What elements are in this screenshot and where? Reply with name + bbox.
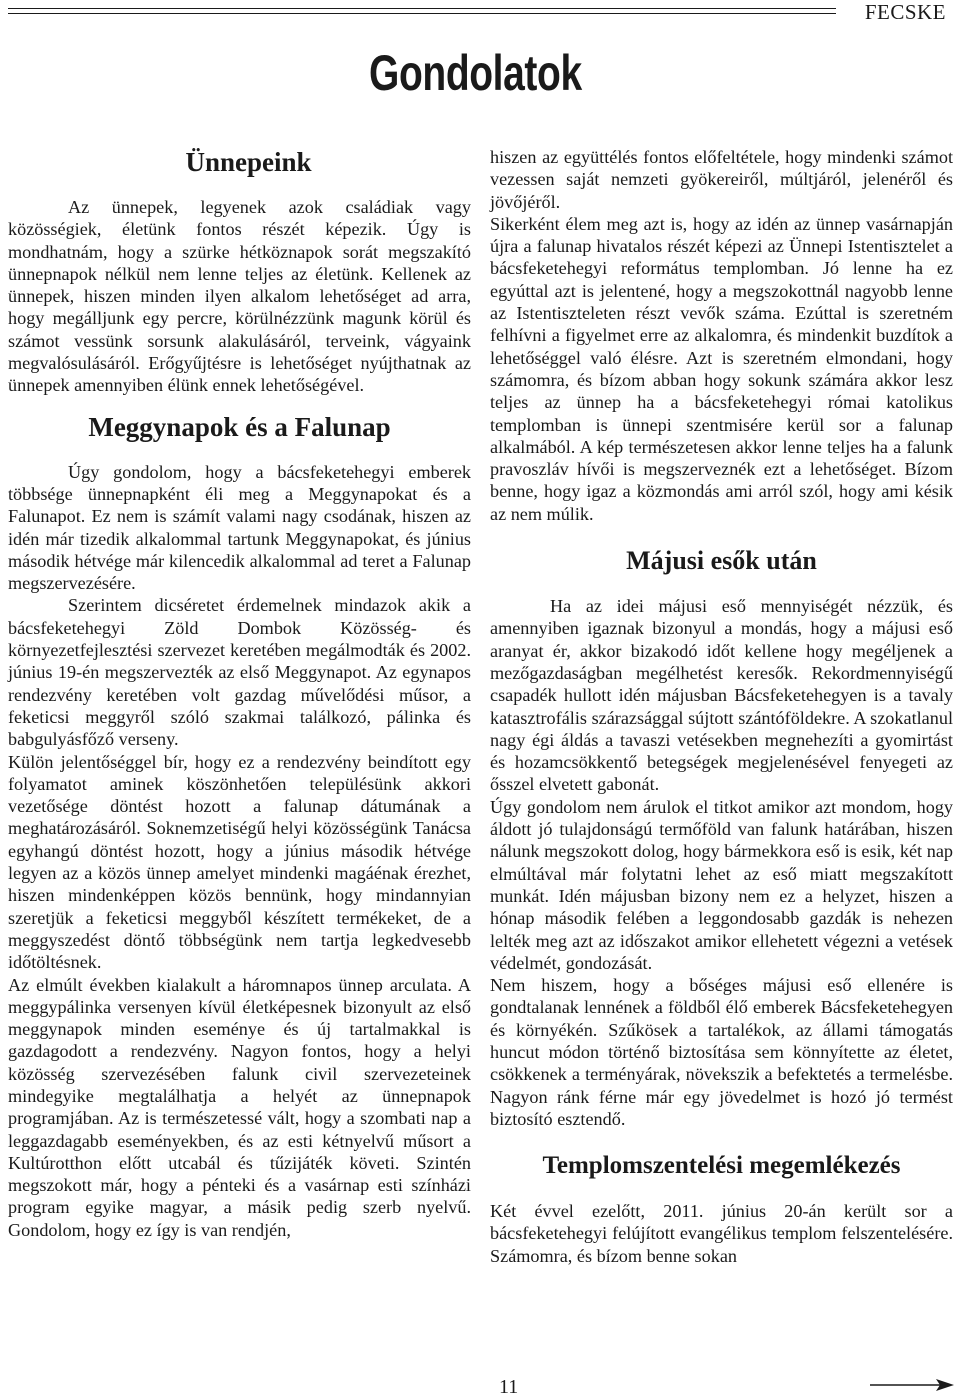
header-rule-top (8, 8, 836, 9)
heading-unnepeink: Ünnepeink (185, 147, 312, 177)
heading-majusi-esok: Májusi esők után (626, 546, 817, 576)
paragraph: Szerintem dicséretet érdemelnek mindazok akik a bácsfeketehegyi Zöld Dombok Közösség- és környezetfejlesztési szervezet keretében megálmodták és 2002. június 19-én megszervezték az első Meggynapot. Az egynapos rendezvény keretében volt gazdag művelődési műsor, a feketicsi meggyről szóló szakmai találkozó, pálinka és babgulyásfőző verseny. (8, 595, 471, 750)
right-column (490, 146, 953, 1388)
paragraph: Külön jelentőséggel bír, hogy ez a rendezvény beindított egy folyamatot aminek köszönhetően településünk akkori vezetősége döntést hozott a falunap dátumának a meghatározásáról. Soknemzetiségű helyi közösségünk Tanácsa egyhangú döntést hozott, hogy a június második hétvége legyen az a közös ünnep amelyet mindenki magáénak érezhet, hiszen mindenképpen közös bennünk, hogy mindannyian szeretjük a feketicsi meggyből készített termékeket, de a meggyszedést döntő többségünk nem tartja legkedvesebb időtöltésnek. (8, 751, 471, 973)
publication-name: FECSKE (864, 0, 946, 24)
paragraph: Két évvel ezelőtt, 2011. június 20-án került sor a bácsfeketehegyi felújított evangélikus templom felszentelésére. Számomra, és bízom benne sokan (490, 1201, 953, 1266)
paragraph: Nem hiszem, hogy a bőséges májusi eső ellenére is gondtalanak lennének a földből élő emberek Bácsfeketehegyen és környékén. Szűkösek a tartalékok, az állami támogatás huncut módon történő biztosítása sem könnyítette az életet, csökkenek a terményárak, növekszik a befektetés a termelésbe. Nagyon ránk férne már egy jövedelmet is hozó jó termést biztosító esztendő. (490, 975, 953, 1129)
arrow-right-icon (870, 1378, 954, 1392)
paragraph: Az elmúlt években kialakult a háromnapos ünnep arculata. A meggypálinka versenyen kívül életképesnek bizonyult az első meggynapok minden eseménye és új tartalmakkal is gazdagodott a rendezvény. Nagyon fontos, hogy a helyi közösség szervezésében falunk civil szervezeteinek mindegyike megtalálhatja a helyét az ünnepnapok programjában. Az is természetessé vált, hogy a szombati nap a leggazdagabb eseményekben, és az esti kétnyelvű műsort a Kultúrotthon előtt utcabál és tűzijáték követi. Szintén megszokott már, hogy a pénteki és a vasárnap esti színházi program egyike magyar, a másik pedig szerb nyelvű. Gondolom, hogy ez így is van rendjén, (8, 974, 471, 1240)
header-rule-bottom (8, 13, 836, 14)
paragraph: Úgy gondolom, hogy a bácsfeketehegyi emberek többsége ünnepnapként éli meg a Meggynapokat és a Falunapot. Ez nem is számít valami nagy csodának, hiszen az idén már tizedik alkalommal tartunk Meggynapokat, és június második hétvége már kilencedik alkalommal ad teret a Falunap megszervezésére. (8, 461, 471, 594)
heading-meggynapok: Meggynapok és a Falunap (88, 411, 391, 442)
left-column (8, 146, 471, 1388)
paragraph: Ha az idei májusi eső mennyiségét nézzük, és amennyiben igaznak bizonyul a mondás, hogy a májusi eső aranyat ér, akkor bizakodó időt kellene hogy megéljenek a mezőgazdaságban megélhetést keresők. Rekordmennyiségű csapadék hullott idén májusban Bácsfeketehegyen is a tavaly katasztrofális szárazsággal sújtott szántóföldekre. A szokatlanul nagy égi áldás a tavaszi vetésekben megnehezíti a gyomirtást és hozamcsökkentő betegségek megjelenésével fenyegeti az ősszel elvetett gabonát. (490, 596, 953, 795)
section-title: Gondolatok (369, 45, 582, 101)
paragraph: Úgy gondolom nem árulok el titkot amikor azt mondom, hogy áldott jó tulajdonságú termőföld van falunk határában, hiszen nálunk megszokott dolog, hogy bármekkora eső is esik, két nap elmúltával már folytatni lehet az eső miatt megszakított munkát. Idén májusban bizony nem ez a helyzet, hiszen a hónap második felében a leggondosabb gazdák is nehezen lelték meg azt az időszakot amikor ellehetett végezni a vetések védelmét, gondozását. (490, 796, 953, 973)
paragraph: Sikerként élem meg azt is, hogy az idén az ünnep vasárnapján újra a falunap hivatalos részét képezi az Ünnepi Istentisztelet a bácsfeketehegyi református templomban. Jó lenne ha ez egyúttal azt is jelentené, hogy a megszokottnál nagyobb lenne az Istentiszteleten részt vevők száma. Ezúttal is szeretném felhívni a figyelmet erre az alkalomra, és mindenkit buzdítok a lehetőséggel való élésre. Azt is szeretném elmondani, hogy számomra, és bízom abban hogy sokunk számára akkor lesz teljes az ünnep ha a bácsfeketehegyi római katolikus templomban is ünnepi szentmisére kerül sor a falunap alkalmából. A kép természetesen akkor lenne teljes ha a falunk pravoszláv hívői is megszerveznék ezt a lehetőséget. Bízom benne, hogy igaz a közmondás ami arról szól, hogy ami késik az nem múlik. (490, 213, 953, 524)
paragraph: hiszen az együttélés fontos előfeltétele, hogy mindenki számot vezessen saját nemzeti gyökereiről, múltjáról, jelenéről és jövőjéről. (490, 147, 953, 212)
heading-templomszenteles: Templomszentelési megemlékezés (542, 1152, 901, 1180)
page-number: 11 (499, 1376, 519, 1398)
paragraph: Az ünnepek, legyenek azok családiak vagy közösségiek, életünk fontos részét képezik. Úgy is mondhatnám, hogy a szürke hétköznapok sorát megszakító ünnepnapok nélkül nem lenne teljes az életünk. Kellenek az ünnepek, hiszen minden ilyen alkalom lehetőséget ad arra, hogy megálljunk egy percre, körülnézzünk magunk körül és számot vessünk sorsunk alakulásáról, terveink, vágyaink megvalósulásáról. Erőgyűjtésre is lehetőséget nyújthatnak az ünnepek amennyiben élünk ennek lehetőségével. (8, 197, 471, 396)
